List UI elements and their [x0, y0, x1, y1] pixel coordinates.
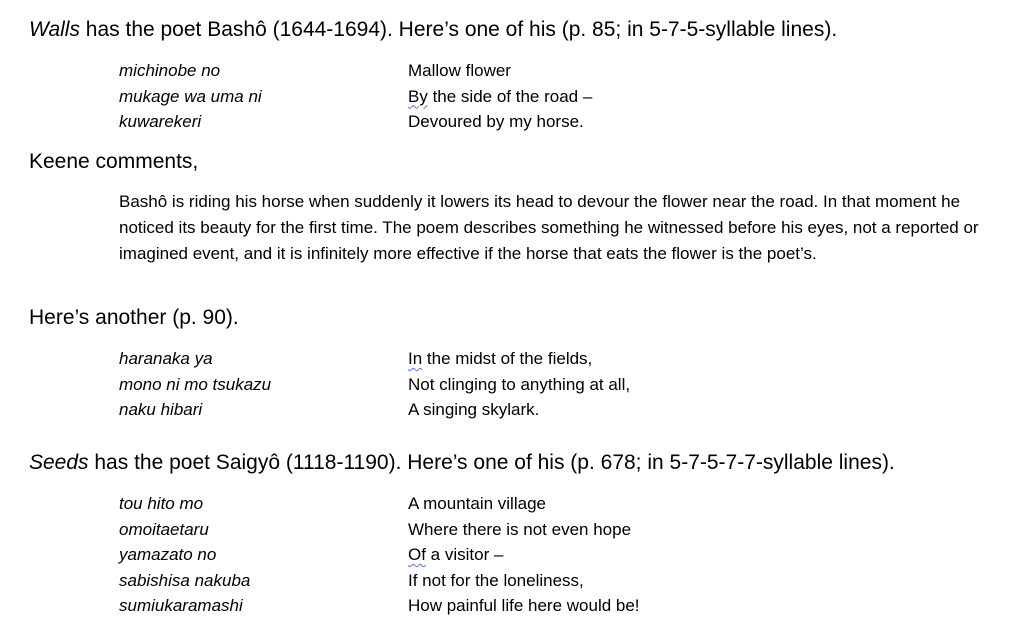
english-text: the side of the road –	[427, 86, 593, 106]
romaji-line: haranaka ya	[119, 349, 213, 368]
romaji-line: naku hibari	[119, 400, 203, 419]
seeds-heading-text: has the poet Saigyô (1118-1190). Here’s one of his (p. 678; in 5-7-5-7-7-syllable lines).	[88, 451, 895, 474]
romaji-line: kuwarekeri	[119, 112, 202, 131]
english-text: Devoured by my horse.	[408, 112, 584, 131]
keene-quote: Bashô is riding his horse when suddenly it lowers its head to devour the flower near the road. In that moment he noticed its beauty for the first time. The poem describes something he witnessed before his eyes, not a reported or imagined event, and it is infinitely more effective if the horse that eats the flower is the poet’s.	[119, 192, 979, 263]
poem-line	[119, 372, 999, 398]
english-text: How painful life here would be!	[408, 596, 640, 615]
walls-title: Walls	[29, 18, 80, 41]
poem-line	[119, 58, 999, 84]
poem-line	[119, 568, 999, 594]
romaji-line: omoitaetaru	[119, 519, 209, 539]
saigyo-poem	[119, 491, 999, 619]
english-line	[408, 397, 539, 423]
poem-line	[119, 84, 999, 110]
english-line	[408, 593, 640, 619]
english-line	[408, 542, 503, 568]
english-text: A mountain village	[408, 494, 546, 513]
english-text: a visitor –	[425, 545, 504, 564]
english-line	[408, 568, 584, 594]
english-text: Mallow flower	[408, 61, 511, 80]
english-text: A singing skylark.	[408, 400, 540, 419]
english-line	[408, 346, 592, 372]
english-text: If not for the loneliness,	[408, 570, 584, 590]
english-line	[408, 58, 511, 84]
english-text: Not clinging to anything at all,	[408, 374, 631, 394]
romaji-line: sumiukaramashi	[119, 596, 243, 615]
english-line	[408, 372, 630, 398]
poem-line	[119, 346, 999, 372]
poem-line	[119, 517, 999, 543]
romaji-line: sabishisa nakuba	[119, 570, 251, 590]
english-line	[408, 84, 592, 110]
poem-line	[119, 109, 999, 135]
grammar-flag-word[interactable]: Of	[408, 545, 426, 564]
basho-poem-2	[119, 346, 999, 423]
poem-line	[119, 593, 999, 619]
english-text: Where there is not even hope	[408, 519, 632, 539]
english-text: the midst of the fields,	[422, 349, 593, 368]
another-heading: Here’s another (p. 90).	[29, 306, 239, 329]
english-line	[408, 109, 584, 135]
romaji-line: mono ni mo tsukazu	[119, 374, 272, 394]
walls-heading	[29, 17, 837, 43]
romaji-line: tou hito mo	[119, 494, 204, 513]
grammar-flag-word[interactable]: By	[408, 86, 428, 106]
english-line	[408, 517, 631, 543]
poem-line	[119, 542, 999, 568]
seeds-heading	[29, 450, 895, 476]
grammar-flag-word[interactable]: In	[408, 349, 423, 368]
english-line	[408, 491, 546, 517]
poem-line	[119, 397, 999, 423]
romaji-line: mukage wa uma ni	[119, 86, 262, 106]
basho-poem-1	[119, 58, 999, 135]
romaji-line: yamazato no	[119, 545, 217, 564]
romaji-line: michinobe no	[119, 61, 221, 80]
walls-heading-text: has the poet Bashô (1644-1694). Here’s one of his (p. 85; in 5-7-5-syllable lines).	[79, 18, 838, 41]
seeds-title: Seeds	[29, 451, 89, 474]
poem-line	[119, 491, 999, 517]
keene-heading: Keene comments,	[29, 150, 199, 173]
